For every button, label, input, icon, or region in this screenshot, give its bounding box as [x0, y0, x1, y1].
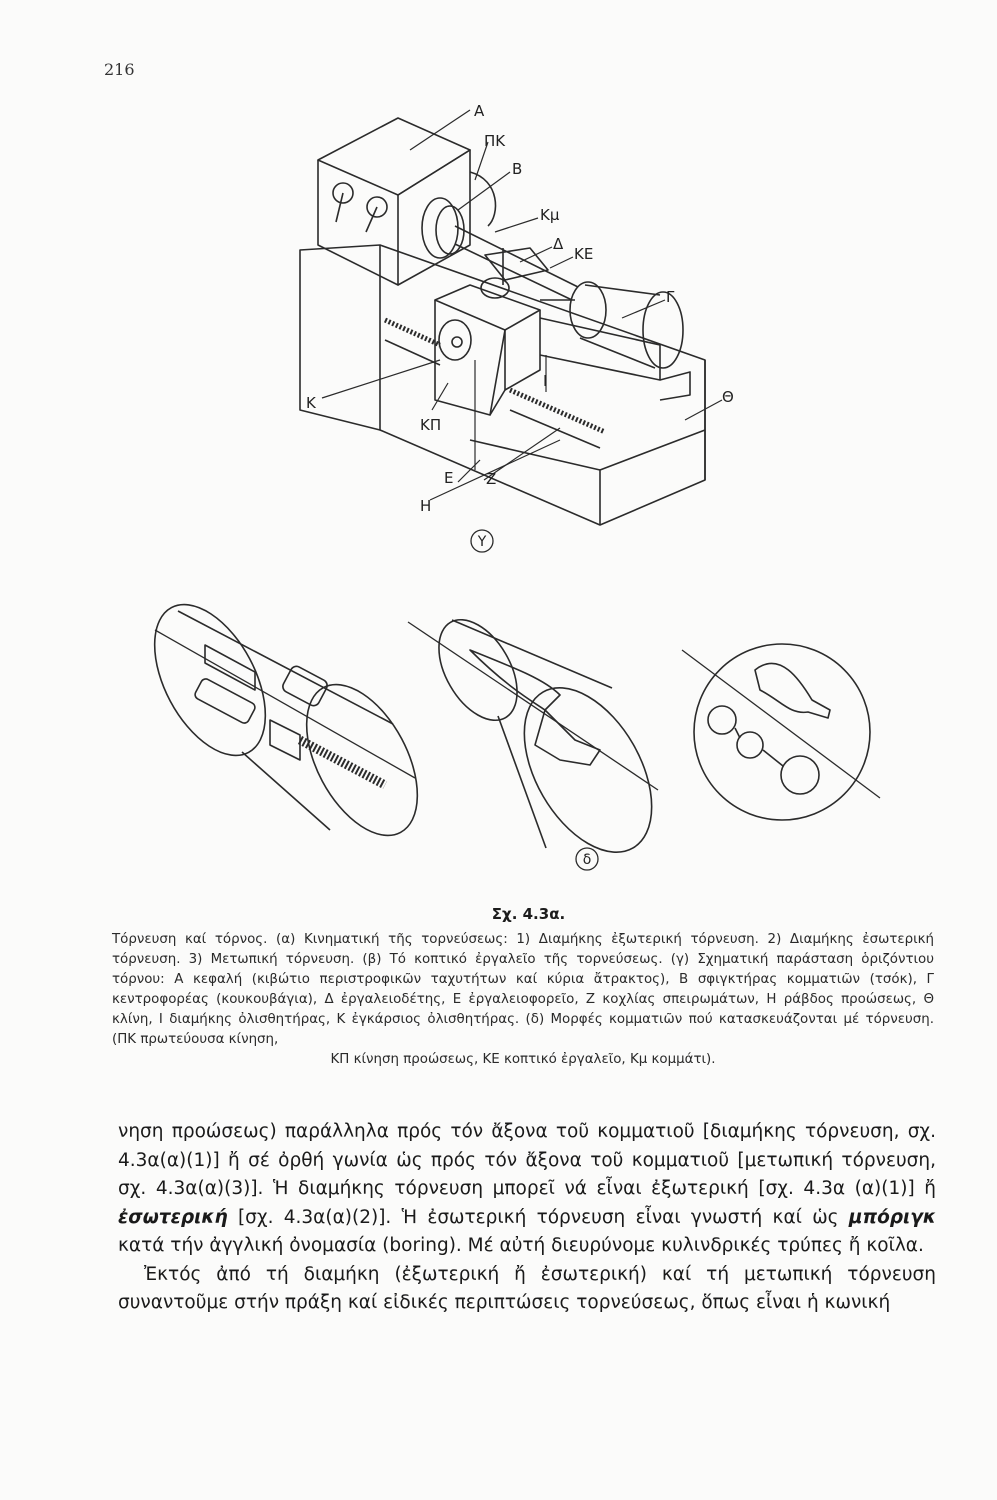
panel-delta-label: δ [582, 852, 592, 868]
caption-text: Τόρνευση καί τόρνος. (α) Κινηματική τῆς τορνεύσεως: 1) Διαμήκης ἐξωτερική τόρνευση. 2) Διαμήκης ἐσωτερική τόρνευση. 3) Μετωπική τόρνευση. (β) Τό κοπτικό ἐργαλεῖο τῆς τορνεύσεως. (γ) Σχηματική παράσταση ὁριζόντιου τόρνου: Α κεφαλή (κιβώτιο περιστροφικῶν ταχυτήτων καί κύρια ἄτρακτος), Β σφιγκτήρας κομματιῶν (τσόκ), Γ κεντροφορέας (κουκουβάγια), Δ ἐργαλειοδέτης, Ε ἐργαλειοφορεῖο, Ζ κοχλίας σπειρωμάτων, Η ράβδος προώσεως, Θ κλίνη, Ι διαμήκης ὀλισθητήρας, Κ ἐγκάρσιος ὀλισθητήρας. (δ) Μορφές κομματιῶν πού κατασκευάζονται μέ τόρνευση. (ΠΚ πρωτεύουσα κίνηση, [112, 932, 934, 1047]
panel-gamma-label: Υ [477, 534, 487, 550]
label-D: Δ [553, 235, 564, 253]
body-text [118, 1118, 936, 1318]
lathe-drawing [300, 110, 722, 525]
cylinder-parts-drawing [132, 586, 440, 853]
p1-part-c: [σχ. 4.3α(α)(2)]. Ἡ ἐσωτερική τόρνευση εἶναι γνωστή καί ὡς [237, 1206, 839, 1228]
figure-title: Σχ. 4.3α. [491, 905, 566, 923]
cone-part-drawing [408, 606, 678, 874]
figure-caption [112, 930, 934, 1070]
label-B: Β [512, 160, 523, 178]
label-TH: Θ [722, 388, 734, 406]
caption-last-line: ΚΠ κίνηση προώσεως, ΚΕ κοπτικό ἐργαλεῖο, Κμ κομμάτι). [330, 1052, 716, 1067]
term-boring: μπόριγκ [848, 1206, 936, 1228]
label-G: Γ [666, 288, 675, 306]
label-PK: ΠΚ [484, 132, 506, 150]
label-Km: Κμ [540, 206, 560, 224]
page-number: 216 [104, 60, 135, 79]
label-A: Α [474, 102, 485, 120]
label-H: Η [420, 497, 432, 515]
label-K: Κ [306, 394, 316, 412]
term-esoteriki: ἐσωτερική [118, 1206, 228, 1228]
p1-part-d: κατά τήν ἀγγλική ὀνομασία (boring). Μέ αὐτή διευρύνομε κυλινδρικές τρύπες ἤ κοῖλα. [118, 1235, 924, 1256]
label-Z: Ζ [486, 470, 497, 488]
paragraph-2: Ἐκτός ἀπό τή διαμήκη (ἐξωτερική ἤ ἐσωτερική) καί τή μετωπική τόρνευση συναντοῦμε στήν πράξη καί εἰδικές περιπτώσεις τορνεύσεως, ὅπως εἶναι ἡ κωνική [118, 1263, 936, 1313]
label-I: Ι [543, 372, 548, 390]
p1-part-a: νηση προώσεως) παράλληλα πρός τόν ἄξονα τοῦ κομματιοῦ [διαμήκης τόρνευση, σχ. 4.3α(α)(1)] ἤ σέ ὀρθή γωνία ὡς πρός τόν ἄξονα τοῦ κομματιοῦ [μετωπική τόρνευση, σχ. 4.3α(α)(3)]. Ἡ διαμήκης τόρνευση μπορεῖ νά εἶναι ἐξωτερική [σχ. 4.3α (α)(1)] ἤ [118, 1121, 936, 1199]
label-E: Ε [444, 469, 454, 487]
label-KE: ΚΕ [574, 245, 594, 263]
label-KP: ΚΠ [420, 416, 442, 434]
sphere-parts-drawing [682, 644, 880, 820]
paragraph-1 [118, 1118, 936, 1261]
